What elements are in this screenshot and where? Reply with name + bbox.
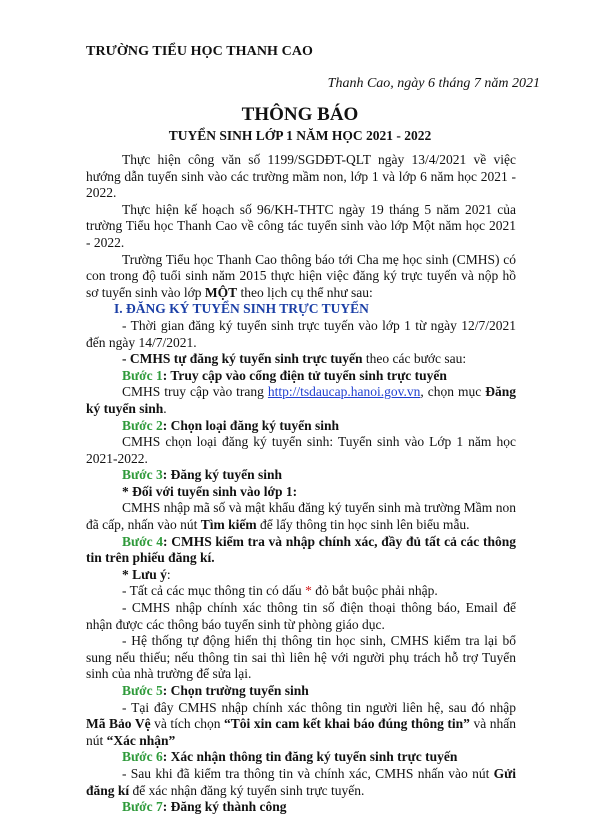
- search-button-name: Tìm kiếm: [200, 517, 257, 533]
- step-4-note-1: [86, 583, 516, 600]
- step-5-label: Bước 5: [122, 683, 163, 698]
- required-star: *: [305, 583, 312, 599]
- step-3-label: Bước 3: [122, 467, 163, 483]
- step-2-title: : Chọn loại đăng ký tuyển sinh: [162, 417, 340, 433]
- document-body: [86, 152, 516, 816]
- step-4-label: Bước 4: [122, 533, 164, 549]
- step-1-heading: [86, 368, 516, 385]
- step-3-heading: [86, 467, 516, 484]
- commitment-checkbox-label: “Tôi xin cam kết khai báo đúng thông tin”: [224, 716, 470, 732]
- note-1-text-a: - Tất cả các mục thông tin có dấu: [122, 583, 306, 599]
- intro-p3-tail: theo lịch cụ thể như sau:: [237, 284, 373, 300]
- step-4-note: [86, 567, 516, 584]
- step-7-title: : Đăng ký thành công: [162, 799, 287, 815]
- note-1-text-b: đỏ bắt buộc phải nhập.: [311, 583, 438, 599]
- step-5-text: [86, 700, 516, 750]
- step-1-label: Bước 1: [122, 367, 163, 383]
- step-6-text-a: - Sau khi đã kiểm tra thông tin và chính xác, CMHS nhấn vào nút: [122, 765, 494, 781]
- step-5-title: : Chọn trường tuyển sinh: [162, 683, 309, 698]
- step-6-text: [86, 766, 516, 799]
- step-3-text-c: để lấy thông tin học sinh lên biểu mẫu.: [256, 517, 470, 533]
- note-colon: :: [166, 566, 171, 582]
- steps-intro-text: theo các bước sau:: [362, 351, 467, 367]
- step-6-text-c: để xác nhận đăng ký tuyển sinh trực tuyến.: [129, 782, 365, 798]
- step-1-text-a: CMHS truy cập vào trang: [122, 384, 268, 400]
- steps-intro-bold: - CMHS tự đăng ký tuyển sinh trực tuyến: [122, 351, 363, 367]
- intro-paragraph-2: Thực hiện kế hoạch số 96/KH-THTC ngày 19 tháng 5 năm 2021 của trường Tiểu học Thanh Cao về công tác tuyển sinh vào lớp Một năm học 2021 - 2022.: [86, 201, 516, 250]
- registration-portal-link[interactable]: http://tsdaucap.hanoi.gov.vn: [267, 384, 421, 400]
- step-1-text-b: , chọn mục: [420, 384, 486, 400]
- step-4-note-3: - Hệ thống tự động hiển thị thông tin học sinh, CMHS kiểm tra lại bổ sung nếu thiếu; nếu thông tin sai thì liên hệ với người phụ trách hỗ trợ Tuyển sinh của nhà trường để sửa lại.: [86, 633, 516, 682]
- step-2-heading: [86, 418, 516, 435]
- step-1-text: [86, 384, 516, 417]
- step-3-title: : Đăng ký tuyển sinh: [162, 467, 282, 483]
- step-3-text: [86, 500, 516, 533]
- step-7-label: Bước 7: [122, 799, 163, 815]
- document-subtitle: TUYỂN SINH LỚP 1 NĂM HỌC 2021 - 2022: [168, 128, 432, 143]
- step-6-heading: [86, 749, 516, 766]
- school-name: TRƯỜNG TIỂU HỌC THANH CAO: [86, 44, 314, 59]
- security-code-label: Mã Bảo Vệ: [86, 716, 151, 732]
- step-5-text-c: và tích chọn: [150, 716, 225, 732]
- steps-intro: [86, 351, 516, 368]
- intro-paragraph-3: [86, 252, 516, 302]
- note-label: * Lưu ý: [122, 566, 167, 582]
- confirm-button-name: “Xác nhận”: [106, 732, 176, 748]
- step-6-label: Bước 6: [122, 749, 163, 765]
- intro-p3-text: Trường Tiểu học Thanh Cao thông báo tới Cha mẹ học sinh (CMHS) có con trong độ tuổi sinh năm 2015 thực hiện việc đăng ký trực tuyến và nộp hồ sơ tuyển sinh vào lớp: [86, 251, 516, 300]
- submit-button-name: Gửi đăng kí: [86, 765, 516, 798]
- step-4-note-2: - CMHS nhập chính xác thông tin số điện thoại thông báo, Email để nhận được các thông báo tuyển sinh từ phòng giáo dục.: [86, 600, 516, 632]
- step-4-heading: [86, 534, 516, 567]
- step-1-title: : Truy cập vào cổng điện tử tuyển sinh trực tuyến: [162, 367, 447, 383]
- step-5-heading: [86, 683, 516, 700]
- step-3-text-a: CMHS nhập mã số và mật khẩu đăng ký tuyển sinh mà trường Mầm non đã cấp, nhấn vào nút: [86, 500, 516, 533]
- step-2-label: Bước 2: [122, 417, 163, 433]
- step-3-subheading: * Đối với tuyển sinh vào lớp 1:: [122, 483, 298, 499]
- intro-p3-emphasis: MỘT: [204, 284, 238, 300]
- registration-period: - Thời gian đăng ký tuyển sinh trực tuyến vào lớp 1 từ ngày 12/7/2021 đến ngày 14/7/2021.: [86, 317, 516, 350]
- step-2-text: CMHS chọn loại đăng ký tuyển sinh: Tuyển sinh vào Lớp 1 năm học 2021-2022.: [86, 434, 516, 466]
- document-date: Thanh Cao, ngày 6 tháng 7 năm 2021: [327, 76, 540, 91]
- step-4-title: : CMHS kiểm tra và nhập chính xác, đầy đủ tất cả các thông tin trên phiếu đăng kí.: [86, 533, 517, 566]
- step-7-heading: [86, 799, 516, 816]
- section-1-heading: I. ĐĂNG KÝ TUYỂN SINH TRỰC TUYẾN: [114, 301, 369, 317]
- step-6-title: : Xác nhận thông tin đăng ký tuyển sinh trực tuyến: [162, 749, 458, 765]
- step-5-text-a: - Tại đây CMHS nhập chính xác thông tin người liên hệ, sau đó nhập: [122, 699, 516, 715]
- intro-paragraph-1: Thực hiện công văn số 1199/SGDĐT-QLT ngày 13/4/2021 về việc hướng dẫn tuyển sinh vào các trường mầm non, lớp 1 và lớp 6 năm học 2021 - 2022.: [86, 152, 516, 201]
- step-5-text-e: và nhấn nút: [86, 716, 517, 748]
- document-title: THÔNG BÁO: [241, 104, 359, 125]
- step-1-menu-item: Đăng ký tuyển sinh: [86, 384, 516, 416]
- step-1-text-d: .: [163, 400, 167, 416]
